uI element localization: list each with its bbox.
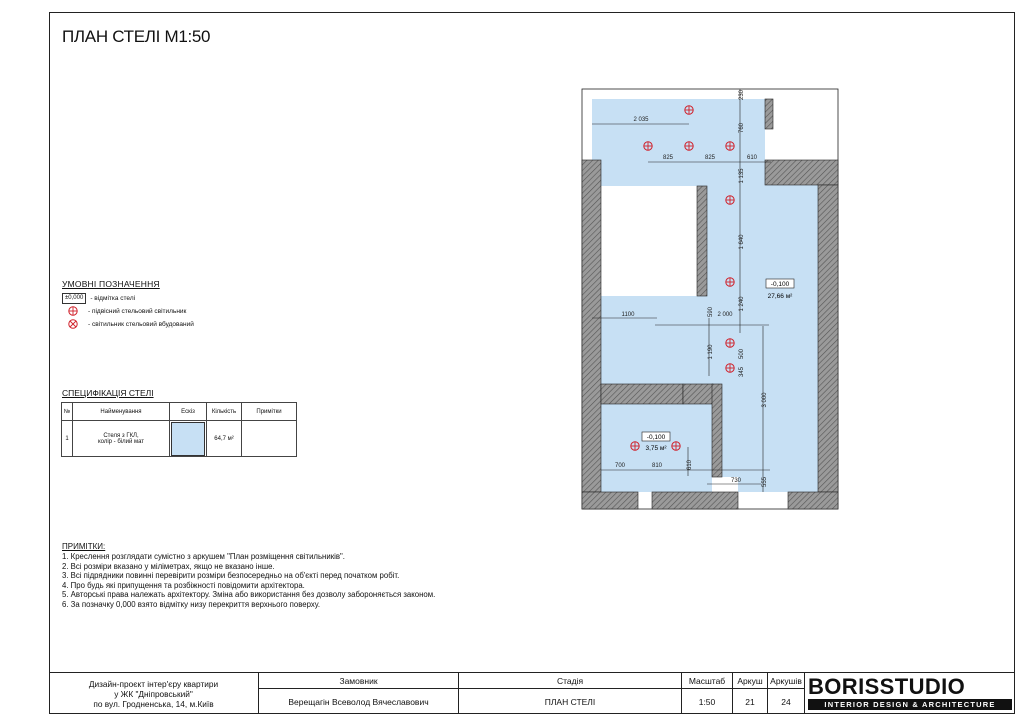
legend-item-level: [62, 293, 135, 304]
svg-text:590: 590: [708, 306, 714, 318]
svg-text:825: 825: [704, 155, 716, 161]
sheet-label: Аркуш: [733, 673, 767, 689]
svg-text:-0,100: -0,100: [646, 434, 666, 441]
recessed-lamp-icon: [68, 319, 78, 329]
svg-text:555: 555: [762, 476, 768, 488]
lamp-icon: [685, 142, 693, 150]
svg-text:2 035: 2 035: [633, 117, 649, 123]
legend-heading: УМОВНІ ПОЗНАЧЕННЯ: [62, 279, 160, 289]
spec-name: [73, 421, 170, 457]
notes-list: [62, 552, 435, 610]
client-value: Верещагін Всеволод Вячеславович: [288, 696, 429, 707]
brand-subtitle: INTERIOR DESIGN & ARCHITECTURE: [808, 699, 1012, 710]
scale-label: Масштаб: [682, 673, 732, 689]
list-item: 3. Всі підрядники повинні перевірити розміри безпосередньо на об'єкті перед початком робіт.: [62, 571, 400, 581]
client-label: Замовник: [259, 673, 458, 689]
list-item: 5. Авторські права належать архітектору. Зміна або використання без дозволу забороняється законом.: [62, 590, 436, 600]
spec-col-header: Ескіз: [170, 403, 207, 421]
notes-heading: ПРИМІТКИ:: [62, 542, 106, 551]
legend-label: - світильник стельовий вбудований: [88, 320, 194, 328]
spec-col-header: Кількість: [207, 403, 242, 421]
spec-sketch: [170, 421, 207, 457]
spec-name-line2: колір - білий мат: [97, 438, 145, 445]
spec-num: 1: [62, 421, 73, 457]
svg-text:730: 730: [730, 478, 742, 484]
lamp-icon: [726, 196, 734, 204]
spec-note: [242, 421, 297, 457]
sheet-cell: [732, 673, 767, 714]
lamp-icon: [726, 339, 734, 347]
svg-text:810: 810: [651, 463, 663, 469]
spec-heading: СПЕЦИФІКАЦІЯ СТЕЛІ: [62, 388, 154, 398]
scale-value: 1:50: [698, 696, 716, 707]
svg-text:825: 825: [662, 155, 674, 161]
client-cell: [258, 673, 458, 714]
project-line: по вул. Гродненська, 14, м.Київ: [93, 699, 214, 709]
legend-label: - відмітка стелі: [90, 295, 136, 302]
stage-value: ПЛАН СТЕЛІ: [544, 696, 596, 707]
svg-text:1 190: 1 190: [708, 344, 714, 360]
lamp-icon: [631, 442, 639, 450]
lamp-icon: [644, 142, 652, 150]
list-item: 2. Всі розміри вказано у міліметрах, якщо не вказано інше.: [62, 561, 275, 571]
lamp-icon: [685, 106, 693, 114]
list-item: 6. За позначку 0,000 взято відмітку низу перекриття верхнього поверху.: [62, 599, 321, 609]
svg-text:-0,100: -0,100: [770, 281, 790, 288]
svg-text:1100: 1100: [621, 312, 635, 318]
table-row: [62, 421, 297, 457]
list-item: 1. Креслення розглядати сумістно з аркушем "План розміщення світильників".: [62, 552, 345, 561]
svg-text:500: 500: [739, 348, 745, 360]
spec-qty: 64,7 м²: [207, 421, 242, 457]
svg-text:1 135: 1 135: [739, 168, 745, 184]
brand-logo: [808, 676, 1012, 710]
spec-name-line1: Стеля з ГКЛ,: [103, 432, 139, 439]
level-marker: ±0,000: [62, 293, 86, 304]
ceiling-swatch: [171, 422, 205, 456]
legend-item-recessed: [62, 319, 194, 329]
sheet-value: 21: [745, 696, 755, 707]
svg-text:1 640: 1 640: [739, 234, 745, 250]
drawing-title: ПЛАН СТЕЛІ М1:50: [62, 27, 211, 46]
project-line: Дизайн-проєкт інтер'єру квартири: [88, 679, 219, 689]
svg-text:1 240: 1 240: [739, 296, 745, 312]
svg-text:2 000: 2 000: [717, 312, 733, 318]
lamp-icon: [726, 278, 734, 286]
stage-label: Стадія: [459, 673, 681, 689]
svg-text:760: 760: [739, 122, 745, 134]
lamp-icon: [672, 442, 680, 450]
brand-name: BORISSTUDIO: [808, 674, 966, 699]
spec-col-header: Найменування: [73, 403, 170, 421]
scale-cell: [681, 673, 732, 714]
project-info: [49, 673, 258, 715]
svg-text:610: 610: [687, 459, 693, 471]
pendant-lamp-icon: [68, 306, 78, 316]
svg-text:610: 610: [746, 155, 758, 161]
svg-text:230: 230: [739, 89, 745, 101]
sheets-cell: [767, 673, 804, 714]
lamp-icon: [726, 142, 734, 150]
svg-text:27,66 м²: 27,66 м²: [767, 293, 793, 300]
sheets-label: Аркушів: [768, 673, 804, 689]
legend-label: - підвісний стельовий світильник: [88, 307, 187, 315]
sheets-value: 24: [781, 696, 791, 707]
svg-text:3,75 м²: 3,75 м²: [645, 445, 667, 452]
spec-col-header: №: [62, 403, 73, 421]
spec-header-row: [62, 403, 297, 421]
lamp-icon: [726, 364, 734, 372]
stage-cell: [458, 673, 681, 714]
svg-text:700: 700: [614, 463, 626, 469]
spec-table: [61, 402, 297, 457]
project-line: у ЖК "Дніпровський": [114, 689, 193, 699]
list-item: 4. Про будь які припущення та розбіжності повідомити архітектора.: [62, 580, 305, 590]
svg-text:345: 345: [739, 366, 745, 378]
svg-text:3 000: 3 000: [762, 392, 768, 408]
legend-item-pendant: [62, 306, 186, 316]
spec-col-header: Примітки: [242, 403, 297, 421]
